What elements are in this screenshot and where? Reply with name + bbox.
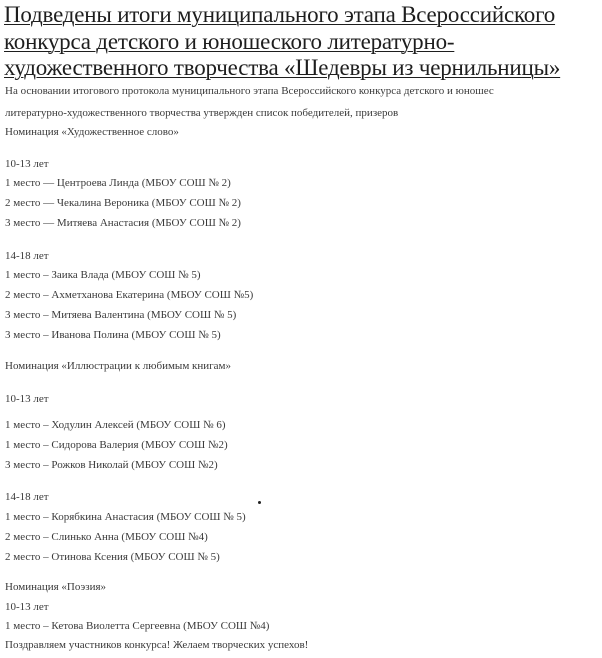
nomination-heading: Номинация «Иллюстрации к любимым книгам» xyxy=(5,360,232,372)
age-group-heading: 10-13 лет xyxy=(5,601,49,613)
result-line: 2 место – Ахметханова Екатерина (МБОУ СОШ №5) xyxy=(5,289,254,301)
result-line: 2 место — Чекалина Вероника (МБОУ СОШ № 2) xyxy=(5,197,241,209)
document-title xyxy=(0,2,602,82)
age-group-heading: 14-18 лет xyxy=(5,250,49,262)
nomination-heading: Номинация «Художественное слово» xyxy=(5,126,179,138)
result-line: 3 место – Рожков Николай (МБОУ СОШ №2) xyxy=(5,459,218,471)
result-line: 1 место – Кетова Виолетта Сергеевна (МБОУ СОШ №4) xyxy=(5,620,270,632)
result-line: 2 место – Отинова Ксения (МБОУ СОШ № 5) xyxy=(5,551,220,563)
title-line: конкурса детского и юношеского литературно- xyxy=(4,28,455,54)
result-line: 1 место – Ходулин Алексей (МБОУ СОШ № 6) xyxy=(5,419,226,431)
age-group-heading: 14-18 лет xyxy=(5,491,49,503)
title-line: художественного творчества «Шедевры из чернильницы» xyxy=(4,55,561,80)
result-line: 1 место – Корябкина Анастасия (МБОУ СОШ № 5) xyxy=(5,511,246,523)
nomination-heading: Номинация «Поэзия» xyxy=(5,581,107,593)
scan-speck xyxy=(258,501,261,504)
intro-paragraph-line: На основании итогового протокола муниципального этапа Всероссийского конкурса детского и юношес xyxy=(5,85,494,97)
age-group-heading: 10-13 лет xyxy=(5,158,49,170)
result-line: 1 место – Сидорова Валерия (МБОУ СОШ №2) xyxy=(5,439,228,451)
closing-line: Поздравляем участников конкурса! Желаем творческих успехов! xyxy=(5,639,309,651)
result-line: 1 место — Центроева Линда (МБОУ СОШ № 2) xyxy=(5,177,231,189)
title-line: Подведены итоги муниципального этапа Всероссийского xyxy=(4,2,556,27)
result-line: 2 место – Слинько Анна (МБОУ СОШ №4) xyxy=(5,531,208,543)
result-line: 3 место – Иванова Полина (МБОУ СОШ № 5) xyxy=(5,329,221,341)
intro-paragraph-line: литературно-художественного творчества утвержден список победителей, призеров xyxy=(5,107,399,119)
result-line: 3 место – Митяева Валентина (МБОУ СОШ № 5) xyxy=(5,309,237,321)
age-group-heading: 10-13 лет xyxy=(5,393,49,405)
result-line: 3 место — Митяева Анастасия (МБОУ СОШ № 2) xyxy=(5,217,241,229)
result-line: 1 место – Заика Влада (МБОУ СОШ № 5) xyxy=(5,269,201,281)
